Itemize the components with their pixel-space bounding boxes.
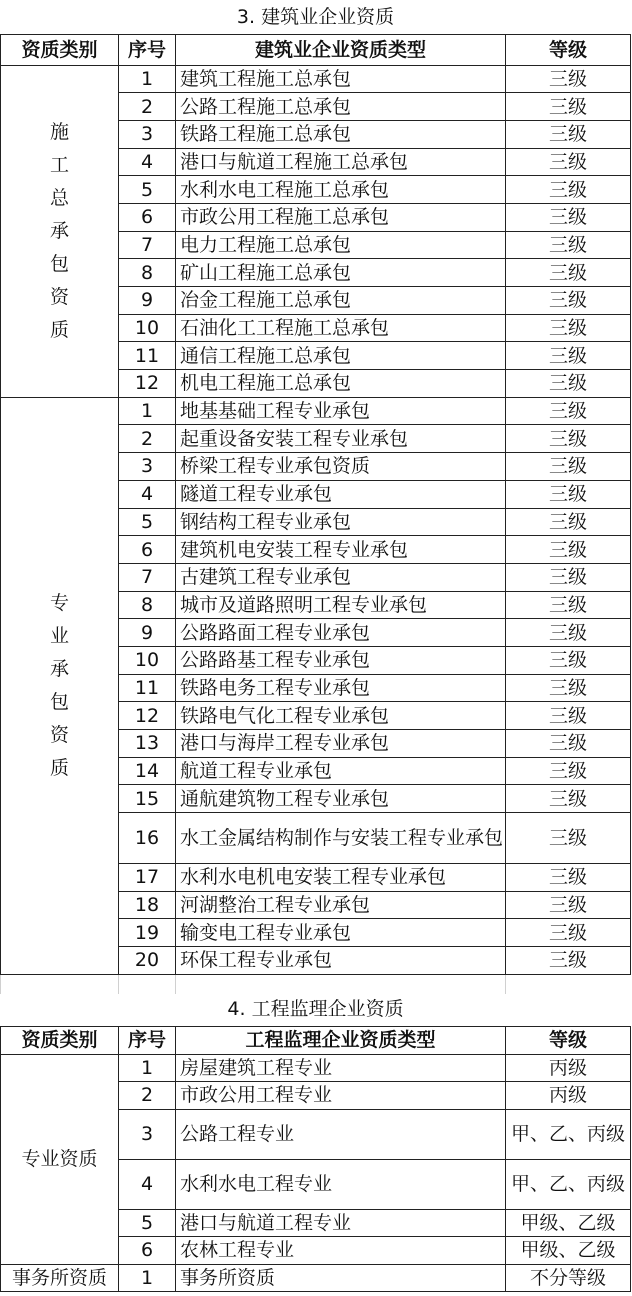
qualification-type: 通信工程施工总承包 [176, 342, 506, 370]
header-level: 等级 [506, 1026, 631, 1054]
category-cell [1, 1264, 119, 1292]
row-number: 11 [119, 342, 176, 370]
row-number: 6 [119, 1237, 176, 1265]
row-number: 6 [119, 203, 176, 231]
row-number: 4 [119, 480, 176, 508]
row-number: 6 [119, 536, 176, 564]
row-number: 1 [119, 1054, 176, 1082]
row-number: 18 [119, 891, 176, 919]
qualification-level: 三级 [506, 646, 631, 674]
qualification-level: 三级 [506, 702, 631, 730]
table-row [1, 1264, 631, 1292]
qualification-level: 三级 [506, 864, 631, 892]
row-number: 3 [119, 453, 176, 481]
category-label: 专业资质 [21, 1148, 98, 1170]
qualification-level: 三级 [506, 757, 631, 785]
header-number: 序号 [119, 1026, 176, 1054]
header-row [1, 34, 631, 65]
row-number: 12 [119, 370, 176, 398]
qualification-type: 港口与海岸工程专业承包 [176, 730, 506, 758]
qualification-type: 公路工程施工总承包 [176, 93, 506, 121]
qualification-type: 市政公用工程专业 [176, 1082, 506, 1110]
row-number: 9 [119, 619, 176, 647]
category-cell [1, 65, 119, 397]
qualification-level: 三级 [506, 176, 631, 204]
qualification-level: 三级 [506, 397, 631, 425]
row-number: 8 [119, 259, 176, 287]
qualification-type: 建筑机电安装工程专业承包 [176, 536, 506, 564]
row-number: 7 [119, 563, 176, 591]
qualification-level: 三级 [506, 425, 631, 453]
category-cell [1, 1054, 119, 1264]
section-title-row [1, 0, 631, 34]
section-title-row [1, 992, 631, 1026]
row-number: 1 [119, 65, 176, 93]
row-number: 4 [119, 148, 176, 176]
qualification-type: 建筑工程施工总承包 [176, 65, 506, 93]
category-label: 专业承包资质 [49, 591, 69, 779]
qualification-type: 城市及道路照明工程专业承包 [176, 591, 506, 619]
qualification-level: 三级 [506, 536, 631, 564]
qualification-type: 环保工程专业承包 [176, 947, 506, 975]
qualification-level: 三级 [506, 674, 631, 702]
qualification-type: 河湖整治工程专业承包 [176, 891, 506, 919]
table-row [1, 397, 631, 425]
qualification-level: 三级 [506, 453, 631, 481]
qualification-type: 公路路基工程专业承包 [176, 646, 506, 674]
header-level: 等级 [506, 34, 631, 65]
qualification-level: 三级 [506, 148, 631, 176]
row-number: 10 [119, 314, 176, 342]
qualification-type: 输变电工程专业承包 [176, 919, 506, 947]
qualification-level: 丙级 [506, 1054, 631, 1082]
row-number: 16 [119, 813, 176, 864]
qualification-level: 三级 [506, 480, 631, 508]
qualification-level: 三级 [506, 891, 631, 919]
qualification-type: 港口与航道工程专业 [176, 1209, 506, 1237]
qualification-level: 甲、乙、丙级 [506, 1109, 631, 1159]
table-row [1, 1054, 631, 1082]
category-label: 事务所资质 [11, 1266, 107, 1289]
qualification-level: 三级 [506, 93, 631, 121]
supervision-qualification-table [0, 992, 631, 1292]
qualification-type: 桥梁工程专业承包资质 [176, 453, 506, 481]
qualification-type: 铁路工程施工总承包 [176, 120, 506, 148]
qualification-level: 三级 [506, 947, 631, 975]
qualification-type: 起重设备安装工程专业承包 [176, 425, 506, 453]
row-number: 3 [119, 1109, 176, 1159]
qualification-type: 电力工程施工总承包 [176, 231, 506, 259]
qualification-level: 三级 [506, 259, 631, 287]
qualification-type: 铁路电务工程专业承包 [176, 674, 506, 702]
row-number: 15 [119, 785, 176, 813]
qualification-type: 市政公用工程施工总承包 [176, 203, 506, 231]
qualification-type: 通航建筑物工程专业承包 [176, 785, 506, 813]
header-row [1, 1026, 631, 1054]
table-row [1, 65, 631, 93]
qualification-level: 三级 [506, 508, 631, 536]
row-number: 11 [119, 674, 176, 702]
row-number: 4 [119, 1159, 176, 1209]
qualification-type: 港口与航道工程施工总承包 [176, 148, 506, 176]
qualification-level: 三级 [506, 287, 631, 315]
header-type: 工程监理企业资质类型 [176, 1026, 506, 1054]
qualification-type: 古建筑工程专业承包 [176, 563, 506, 591]
qualification-type: 铁路电气化工程专业承包 [176, 702, 506, 730]
qualification-type: 水工金属结构制作与安装工程专业承包 [176, 813, 506, 864]
row-number: 5 [119, 176, 176, 204]
row-number: 5 [119, 508, 176, 536]
qualification-level: 三级 [506, 231, 631, 259]
qualification-level: 三级 [506, 591, 631, 619]
qualification-level: 三级 [506, 370, 631, 398]
qualification-level: 不分等级 [506, 1264, 631, 1292]
row-number: 17 [119, 864, 176, 892]
qualification-type: 航道工程专业承包 [176, 757, 506, 785]
row-number: 20 [119, 947, 176, 975]
row-number: 2 [119, 93, 176, 121]
row-number: 10 [119, 646, 176, 674]
row-number: 1 [119, 1264, 176, 1292]
header-type: 建筑业企业资质类型 [176, 34, 506, 65]
header-category: 资质类别 [1, 1026, 119, 1054]
row-number: 8 [119, 591, 176, 619]
qualification-level: 甲级、乙级 [506, 1209, 631, 1237]
row-number: 13 [119, 730, 176, 758]
header-number: 序号 [119, 34, 176, 65]
qualification-level: 三级 [506, 619, 631, 647]
qualification-level: 三级 [506, 730, 631, 758]
category-label: 施工总承包资质 [49, 120, 69, 341]
qualification-level: 三级 [506, 813, 631, 864]
qualification-type: 公路路面工程专业承包 [176, 619, 506, 647]
qualification-type: 机电工程施工总承包 [176, 370, 506, 398]
qualification-type: 公路工程专业 [176, 1109, 506, 1159]
qualification-type: 隧道工程专业承包 [176, 480, 506, 508]
row-number: 14 [119, 757, 176, 785]
qualification-level: 三级 [506, 563, 631, 591]
row-number: 7 [119, 231, 176, 259]
qualification-level: 三级 [506, 314, 631, 342]
qualification-type: 冶金工程施工总承包 [176, 287, 506, 315]
qualification-level: 三级 [506, 203, 631, 231]
header-category: 资质类别 [1, 34, 119, 65]
qualification-type: 房屋建筑工程专业 [176, 1054, 506, 1082]
qualification-level: 三级 [506, 919, 631, 947]
row-number: 12 [119, 702, 176, 730]
qualification-type: 钢结构工程专业承包 [176, 508, 506, 536]
qualification-type: 事务所资质 [176, 1264, 506, 1292]
qualification-type: 水利水电工程专业 [176, 1159, 506, 1209]
row-number: 2 [119, 425, 176, 453]
section-title: 3. 建筑业企业资质 [236, 5, 395, 28]
qualification-level: 丙级 [506, 1082, 631, 1110]
qualification-level: 甲级、乙级 [506, 1237, 631, 1265]
qualification-level: 三级 [506, 342, 631, 370]
qualification-type: 石油化工工程施工总承包 [176, 314, 506, 342]
qualification-level: 三级 [506, 120, 631, 148]
qualification-level: 三级 [506, 785, 631, 813]
qualification-type: 水利水电工程施工总承包 [176, 176, 506, 204]
row-number: 5 [119, 1209, 176, 1237]
qualification-type: 水利水电机电安装工程专业承包 [176, 864, 506, 892]
qualification-type: 地基基础工程专业承包 [176, 397, 506, 425]
row-number: 1 [119, 397, 176, 425]
category-cell [1, 397, 119, 974]
row-number: 19 [119, 919, 176, 947]
section-title: 4. 工程监理企业资质 [227, 997, 404, 1020]
row-number: 3 [119, 120, 176, 148]
qualification-level: 三级 [506, 65, 631, 93]
qualification-type: 矿山工程施工总承包 [176, 259, 506, 287]
qualification-type: 农林工程专业 [176, 1237, 506, 1265]
row-number: 2 [119, 1082, 176, 1110]
qualification-level: 甲、乙、丙级 [506, 1159, 631, 1209]
row-number: 9 [119, 287, 176, 315]
